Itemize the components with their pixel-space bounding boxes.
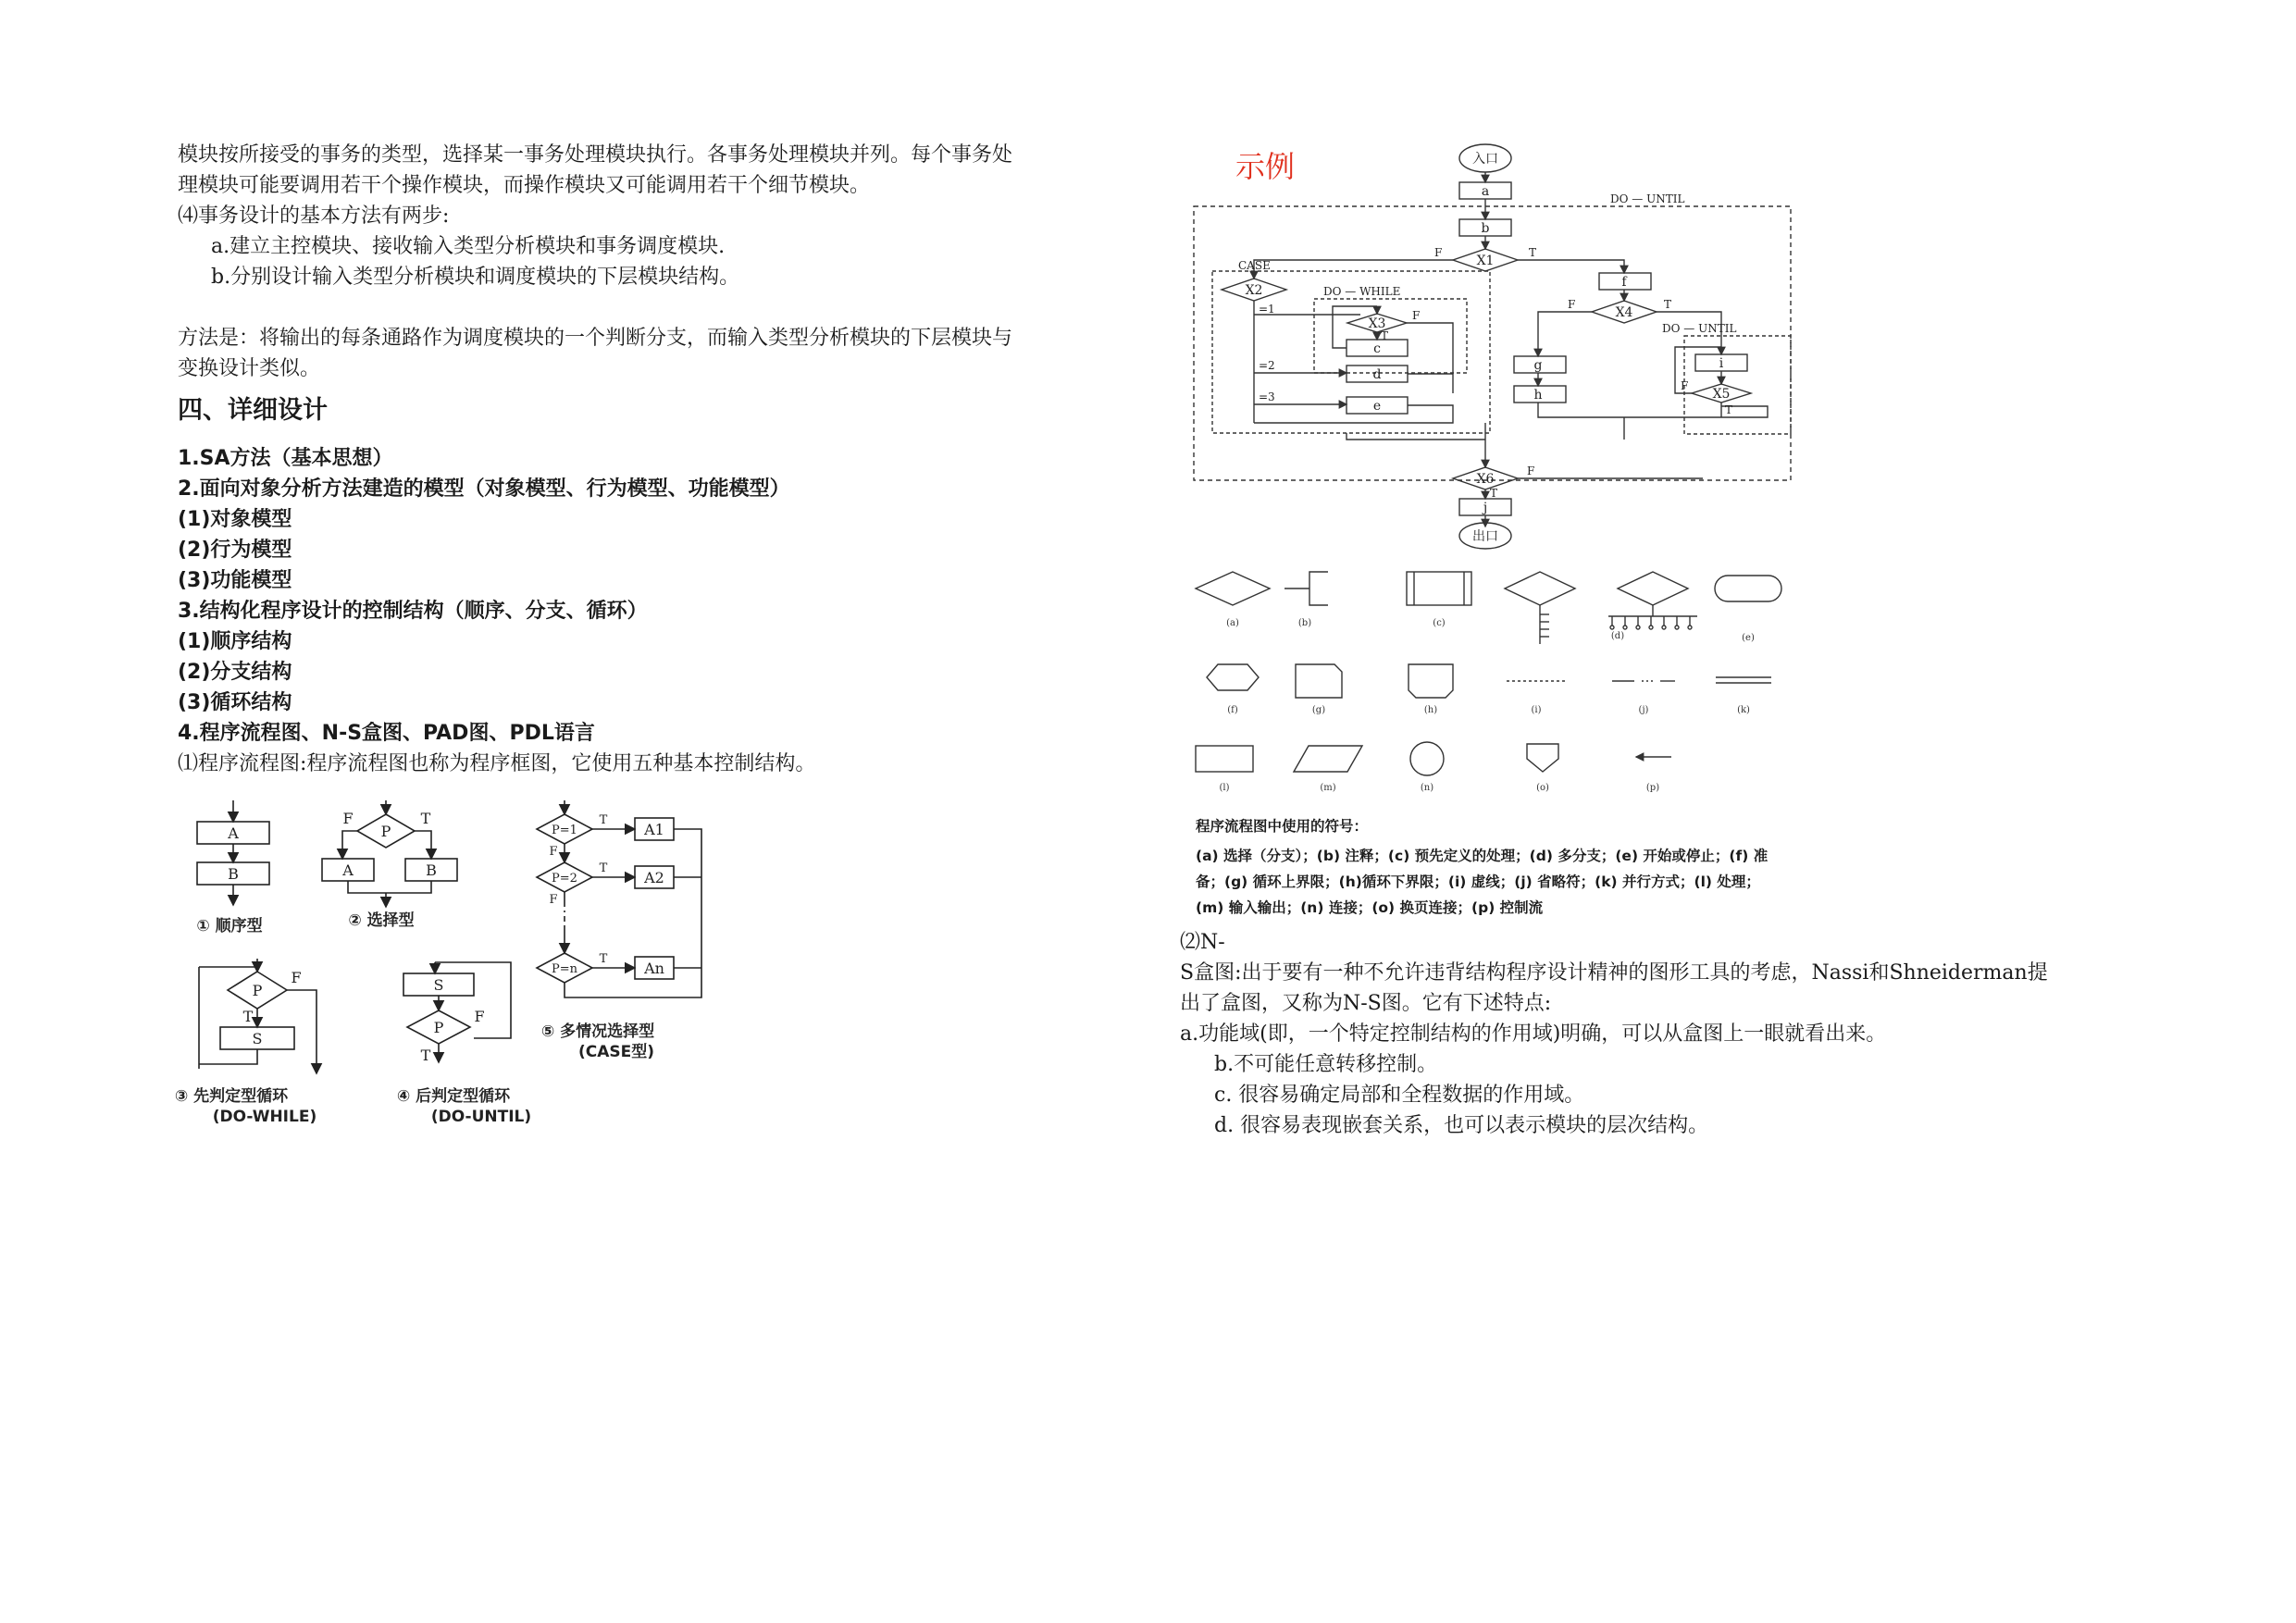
branch-T-label: T xyxy=(242,1008,254,1025)
flowchart-symbols-figure xyxy=(1185,563,1795,803)
paragraph-line: d. 很容易表现嵌套关系，也可以表示模块的层次结构。 xyxy=(1214,1114,1709,1137)
entry-label: 入口 xyxy=(1472,152,1498,167)
box-A-label: A xyxy=(228,824,239,842)
decision-P-label: P xyxy=(380,823,391,840)
case-eq1-label: =1 xyxy=(1259,303,1275,316)
exit-label: 出口 xyxy=(1472,529,1498,544)
box-B-label: B xyxy=(228,865,239,883)
paragraph-line: c. 很容易确定局部和全程数据的作用域。 xyxy=(1214,1084,1585,1107)
caption-sequence: ① 顺序型 xyxy=(196,917,263,935)
symbol-label: (l) xyxy=(1219,783,1230,793)
node-f-label: f xyxy=(1621,275,1627,290)
caption-selection: ② 选择型 xyxy=(348,911,415,930)
symbol-label: (j) xyxy=(1638,705,1649,715)
do-until-inner-label: DO — UNTIL xyxy=(1662,322,1737,335)
node-a-label: a xyxy=(1481,184,1490,199)
symbol-label: (k) xyxy=(1737,705,1750,715)
branch-F-label: F xyxy=(1568,298,1576,311)
outline-item: 1.SA方法（基本思想） xyxy=(178,447,393,470)
example-title: 示例 xyxy=(1235,149,1296,184)
symbols-legend-line: 备；(g) 循环上界限；(h)循环下界限；(i) 虚线；(j) 省略符；(k) 并行方式；(l) 处理； xyxy=(1196,873,1760,890)
decision-P-label: P xyxy=(252,982,263,999)
case-eq3-label: =3 xyxy=(1259,390,1275,403)
box-A2-label: A2 xyxy=(644,869,664,886)
case-p2-label: P=2 xyxy=(552,872,577,886)
branch-F-label: F xyxy=(291,969,302,986)
branch-T-label: T xyxy=(1529,246,1537,259)
section-heading: 四、详细设计 xyxy=(178,396,328,425)
branch-F-label: F xyxy=(549,893,558,907)
outline-item: (2)分支结构 xyxy=(178,661,292,684)
symbols-legend-line: (m) 输入输出；(n) 连接；(o) 换页连接；(p) 控制流 xyxy=(1196,899,1544,916)
branch-F-label: F xyxy=(549,845,558,859)
case-pn-label: P=n xyxy=(551,962,578,976)
outline-item: (1)对象模型 xyxy=(178,508,292,531)
five-control-structures-figure xyxy=(176,796,750,1129)
symbol-label: (m) xyxy=(1320,783,1336,793)
box-A-label: A xyxy=(342,861,354,879)
caption-do-while-sub: (DO-WHILE) xyxy=(212,1108,317,1126)
symbol-label: (c) xyxy=(1433,618,1446,628)
outline-item: (3)循环结构 xyxy=(178,691,292,714)
branch-T-label: T xyxy=(599,861,608,875)
paragraph-line: 理模块可能要调用若干个操作模块，而操作模块又可能调用若干个细节模块。 xyxy=(178,174,871,197)
symbol-label: (p) xyxy=(1645,783,1660,793)
caption-case-sub: (CASE型) xyxy=(577,1043,655,1061)
outline-item: 3.结构化程序设计的控制结构（顺序、分支、循环） xyxy=(178,600,648,623)
caption-do-until: ④ 后判定型循环 xyxy=(396,1087,511,1106)
branch-T-label: T xyxy=(1725,403,1733,416)
do-while-label: DO — WHILE xyxy=(1323,285,1401,298)
paragraph-line: 出了盒图，又称为N-S图。它有下述特点: xyxy=(1180,992,1552,1015)
branch-T-label: T xyxy=(599,952,608,966)
node-i-label: i xyxy=(1719,356,1724,371)
symbol-label: (g) xyxy=(1311,705,1326,715)
paragraph-line: b.分别设计输入类型分析模块和调度模块的下层模块结构。 xyxy=(211,266,740,289)
decision-X2-label: X2 xyxy=(1245,283,1263,298)
example-flowchart xyxy=(1185,134,1814,551)
symbol-label: (i) xyxy=(1531,705,1542,715)
paragraph-line: a.建立主控模块、接收输入类型分析模块和事务调度模块. xyxy=(211,235,726,258)
symbol-label: (n) xyxy=(1420,783,1434,793)
box-A1-label: A1 xyxy=(644,821,664,838)
branch-F-label: F xyxy=(1412,309,1421,322)
branch-T-label: T xyxy=(599,813,608,827)
outline-item: (2)行为模型 xyxy=(178,539,292,562)
case-p1-label: P=1 xyxy=(552,824,577,837)
branch-F-label: F xyxy=(1527,465,1535,477)
branch-T-label: T xyxy=(1381,329,1389,342)
node-g-label: g xyxy=(1533,358,1543,373)
decision-P-label: P xyxy=(433,1019,444,1036)
symbol-label: (h) xyxy=(1423,705,1438,715)
outline-item: (1)顺序结构 xyxy=(178,630,292,653)
outline-item: 2.面向对象分析方法建造的模型（对象模型、行为模型、功能模型） xyxy=(178,477,790,501)
paragraph-line: 模块按所接受的事务的类型，选择某一事务处理模块执行。各事务处理模块并列。每个事务处 xyxy=(178,143,1013,167)
decision-X4-label: X4 xyxy=(1615,305,1633,320)
symbol-label: (d) xyxy=(1610,631,1625,641)
outline-item: (3)功能模型 xyxy=(178,569,292,592)
outline-item: 4.程序流程图、N-S盒图、PAD图、PDL语言 xyxy=(178,722,595,745)
box-B-label: B xyxy=(426,861,437,879)
node-j-label: j xyxy=(1483,501,1488,515)
symbol-label: (o) xyxy=(1536,783,1549,793)
branch-F-label: F xyxy=(1434,246,1443,259)
caption-do-until-sub: (DO-UNTIL) xyxy=(430,1108,532,1126)
decision-X1-label: X1 xyxy=(1476,254,1495,268)
symbol-label: (f) xyxy=(1227,705,1238,715)
node-c-label: c xyxy=(1373,341,1381,356)
paragraph-line: a.功能域(即，一个特定控制结构的作用域)明确，可以从盒图上一眼就看出来。 xyxy=(1180,1022,1887,1046)
case-label: CASE xyxy=(1238,259,1271,272)
paragraph-line: 变换设计类似。 xyxy=(178,357,321,380)
box-S-label: S xyxy=(252,1030,263,1047)
paragraph-line: ⑵N- xyxy=(1180,931,1225,954)
node-h-label: h xyxy=(1533,388,1543,403)
branch-T-label: T xyxy=(420,810,431,827)
node-b-label: b xyxy=(1481,221,1490,236)
paragraph-line: b.不可能任意转移控制。 xyxy=(1214,1053,1438,1076)
box-S-label: S xyxy=(433,976,444,994)
paragraph-line: ⑷事务设计的基本方法有两步: xyxy=(178,204,450,228)
box-An-label: An xyxy=(644,960,664,977)
symbol-label: (b) xyxy=(1297,618,1312,628)
branch-T-label: T xyxy=(1664,298,1672,311)
case-eq2-label: =2 xyxy=(1259,359,1275,372)
branch-F-label: F xyxy=(1681,379,1689,392)
symbol-label: (a) xyxy=(1226,618,1239,628)
caption-case: ⑤ 多情况选择型 xyxy=(540,1022,655,1041)
decision-X3-label: X3 xyxy=(1368,316,1386,331)
decision-X5-label: X5 xyxy=(1712,387,1731,402)
symbols-legend-title: 程序流程图中使用的符号： xyxy=(1196,818,1369,835)
node-d-label: d xyxy=(1372,367,1382,382)
paragraph-line: ⑴程序流程图:程序流程图也称为程序框图，它使用五种基本控制结构。 xyxy=(178,752,816,775)
paragraph-line: 方法是：将输出的每条通路作为调度模块的一个判断分支，而输入类型分析模块的下层模块与 xyxy=(178,327,1013,350)
branch-F-label: F xyxy=(474,1008,485,1025)
caption-do-while: ③ 先判定型循环 xyxy=(174,1087,289,1106)
symbol-label: (e) xyxy=(1742,633,1755,643)
node-e-label: e xyxy=(1372,399,1382,414)
paragraph-line: S盒图:出于要有一种不允许违背结构程序设计精神的图形工具的考虑，Nassi和Shneiderman提 xyxy=(1180,961,2048,985)
branch-T-label: T xyxy=(1490,487,1498,500)
decision-X6-label: X6 xyxy=(1476,472,1495,487)
branch-T-label: T xyxy=(420,1047,431,1064)
symbols-legend-line: (a) 选择（分支）；(b) 注释；(c) 预先定义的处理；(d) 多分支；(e) 开始或停止；(f) 准 xyxy=(1196,848,1769,864)
branch-F-label: F xyxy=(342,810,354,827)
do-until-label: DO — UNTIL xyxy=(1610,192,1685,205)
